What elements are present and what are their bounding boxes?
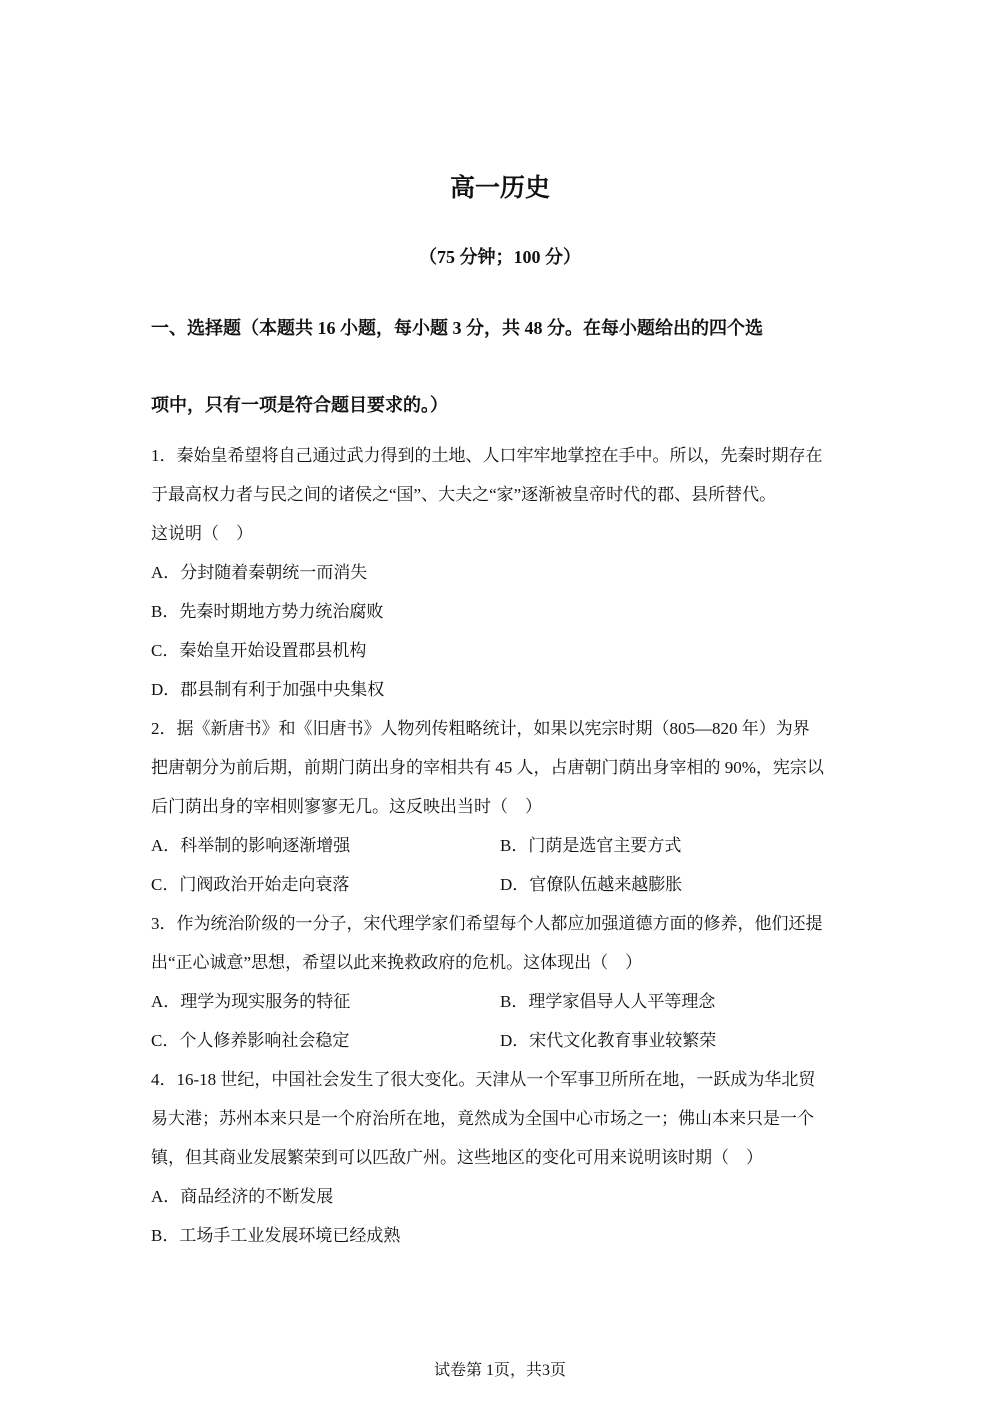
question-2-stem-line-1: 2．据《新唐书》和《旧唐书》人物列传粗略统计，如果以宪宗时期（805—820 年）为界 (151, 719, 810, 738)
question-2-option-b: B．门荫是选官主要方式 (500, 836, 682, 855)
question-2-option-a: A．科举制的影响逐渐增强 (151, 836, 351, 855)
question-3-option-d: D．宋代文化教育事业较繁荣 (500, 1031, 717, 1050)
question-1-option-d: D．郡县制有利于加强中央集权 (151, 680, 385, 699)
question-1-option-a: A．分封随着秦朝统一而消失 (151, 563, 368, 582)
question-1-option-b: B．先秦时期地方势力统治腐败 (151, 602, 384, 621)
question-4-stem-line-2: 易大港；苏州本来只是一个府治所在地，竟然成为全国中心市场之一；佛山本来只是一个 (151, 1109, 814, 1128)
page-footer: 试卷第 1页，共3页 (433, 1362, 566, 1379)
question-4-option-a: A．商品经济的不断发展 (151, 1187, 334, 1206)
question-3-option-b: B．理学家倡导人人平等理念 (500, 992, 716, 1011)
question-3-option-c: C．个人修养影响社会稳定 (151, 1031, 350, 1050)
question-2-stem-line-3: 后门荫出身的宰相则寥寥无几。这反映出当时（ ） (151, 797, 542, 816)
question-4-stem-line-3: 镇，但其商业发展繁荣到可以匹敌广州。这些地区的变化可用来说明该时期（ ） (151, 1148, 763, 1167)
section-heading-line-2: 项中，只有一项是符合题目要求的。） (151, 395, 448, 415)
question-1-stem-line-2: 于最高权力者与民之间的诸侯之“国”、大夫之“家”逐渐被皇帝时代的郡、县所替代。 (151, 485, 777, 504)
question-3-stem-line-1: 3．作为统治阶级的一分子，宋代理学家们希望每个人都应加强道德方面的修养，他们还提 (151, 914, 823, 933)
question-3-option-a: A．理学为现实服务的特征 (151, 992, 351, 1011)
question-1-stem-line-1: 1．秦始皇希望将自己通过武力得到的土地、人口牢牢地掌控在手中。所以，先秦时期存在 (151, 446, 823, 465)
question-2-stem-line-2: 把唐朝分为前后期，前期门荫出身的宰相共有 45 人，占唐朝门荫出身宰相的 90%，宪宗以 (151, 758, 824, 777)
section-heading-line-1: 一、选择题（本题共 16 小题，每小题 3 分，共 48 分。在每小题给出的四个选 (151, 318, 763, 338)
question-2-option-d: D．官僚队伍越来越膨胀 (500, 875, 683, 894)
question-3-stem-line-2: 出“正心诚意”思想，希望以此来挽救政府的危机。这体现出（ ） (151, 953, 643, 972)
question-4-option-b: B．工场手工业发展环境已经成熟 (151, 1226, 401, 1245)
page-title: 高一历史 (449, 173, 550, 202)
question-1-stem-line-3: 这说明（ ） (151, 524, 253, 543)
question-1-option-c: C．秦始皇开始设置郡县机构 (151, 641, 367, 660)
question-2-option-c: C．门阀政治开始走向衰落 (151, 875, 350, 894)
question-4-stem-line-1: 4．16-18 世纪，中国社会发生了很大变化。天津从一个军事卫所所在地，一跃成为华北贸 (151, 1070, 816, 1089)
exam-duration-score: （75 分钟；100 分） (419, 247, 581, 267)
